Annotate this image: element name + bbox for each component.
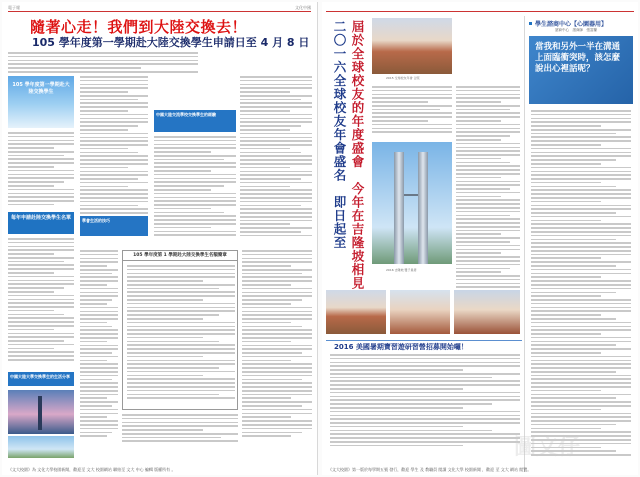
- alumni-photo-caption: 2015 全球校友年會 合照: [386, 76, 420, 80]
- alumni-group-photo: [372, 18, 452, 74]
- middle-column-text-2: [80, 250, 118, 446]
- below-table-text: [122, 414, 238, 448]
- left-header-label: 電子報: [8, 5, 20, 10]
- far-right-column-text: [240, 76, 312, 244]
- counseling-author: 諮商中心 諮商師 張富蘭: [555, 28, 597, 32]
- quota-table: [122, 250, 238, 410]
- counseling-question: 當我和另外一半在溝通上面臨衝突時，該怎麼說出心裡話呢？: [535, 42, 621, 74]
- far-right-column-text-2: [242, 250, 312, 446]
- box2-heading: 學會生活的技巧: [80, 216, 148, 236]
- campus-photo: [8, 390, 74, 434]
- right-page: [322, 2, 638, 475]
- box3-heading: 中國大陸大學交換學生的生活分享: [8, 372, 74, 386]
- intro-paragraph: [8, 52, 198, 74]
- counseling-column: [524, 16, 636, 472]
- left-column-text: [8, 132, 74, 210]
- banner-rule: [326, 340, 522, 341]
- promo-image-text: 105 學年度第一學期赴大陸交換學生: [12, 82, 70, 95]
- page-subtitle: 105 學年度第一學期赴大陸交換學生申請日至 4 月 8 日: [32, 36, 310, 49]
- left-footer: 《文大校園》為 文化大學校園新聞，歡迎至 文大 校園網站 聯絡至 文大 中心 編輯 版權所有 。: [8, 467, 176, 472]
- quota-table-rows: [127, 265, 235, 407]
- question-panel: [529, 36, 633, 104]
- exchange-promo-image: [8, 76, 74, 128]
- left-column-text-2: [8, 238, 74, 368]
- section-marker: [529, 22, 532, 25]
- alumni-intro-text: [372, 86, 452, 138]
- twin-towers-photo: [372, 142, 452, 264]
- left-page: [2, 2, 318, 475]
- event-photo-3: [454, 290, 520, 334]
- header-rule: [8, 11, 311, 12]
- summer-program-title: 2016 美國暑期寶習遊研習營招募開始囉！: [334, 343, 468, 351]
- right-column-text: [154, 136, 236, 242]
- right-footer: 《文大校園》第一版於每學期五號 發行，歡迎 學生 及 教職員 閱讀 文化大學 校園新聞 ，歡迎 至 文大 網站 閱覽。: [328, 467, 532, 472]
- page-title: 隨著心走！我們到大陸交換去！: [30, 18, 248, 36]
- box1-heading: 中國大陸交流學校交換學生的經驗: [154, 110, 236, 132]
- left-header-right: 文化中國: [295, 5, 311, 10]
- quota-table-title: 105 學年度第 1 學期赴大陸交換學生名額簡章: [123, 251, 237, 261]
- counseling-article-text: [531, 110, 631, 466]
- vertical-title-2: 屆於全球校友的年度盛會 今年在吉隆坡相見: [350, 20, 365, 290]
- towers-photo-caption: 2016 吉隆坡 雙子星塔: [386, 268, 417, 272]
- event-photo-1: [326, 290, 386, 334]
- watermark: 圖文仔: [513, 435, 580, 460]
- counseling-title: 學生諮商中心【心園器用】: [535, 21, 608, 28]
- summer-program-text: [330, 354, 520, 454]
- street-photo: [8, 436, 74, 458]
- right-header-rule: [326, 11, 634, 12]
- event-photo-2: [390, 290, 450, 334]
- vertical-title-1: 二〇一六全球校友年會盛名 即日起至: [332, 20, 347, 250]
- sidebar-caption-box: 每年申請赴陸交換學生名單: [8, 212, 74, 234]
